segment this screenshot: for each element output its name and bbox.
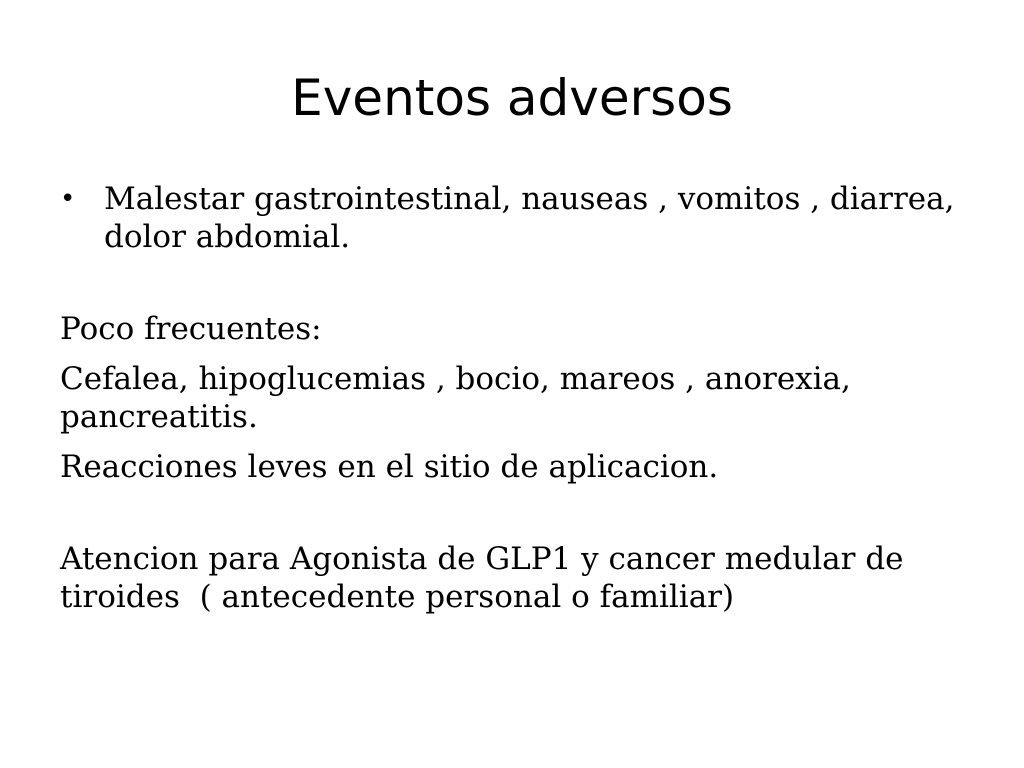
slide-body xyxy=(60,180,980,616)
uncommon-list: Cefalea, hipoglucemias , bocio, mareos , anorexia, pancreatitis. xyxy=(60,361,851,435)
bullet-text: Malestar gastrointestinal, nauseas , vomitos , diarrea, dolor abdomial. xyxy=(104,181,955,255)
injection-site-text: Reacciones leves en el sitio de aplicacion. xyxy=(60,449,719,485)
slide-title: Eventos adversos xyxy=(291,69,733,127)
bullet-icon: • xyxy=(60,184,76,214)
uncommon-heading: Poco frecuentes: xyxy=(60,311,322,347)
bullet-item xyxy=(60,180,980,256)
warning-text: Atencion para Agonista de GLP1 y cancer medular de tiroides ( antecedente personal o familiar) xyxy=(60,541,914,615)
